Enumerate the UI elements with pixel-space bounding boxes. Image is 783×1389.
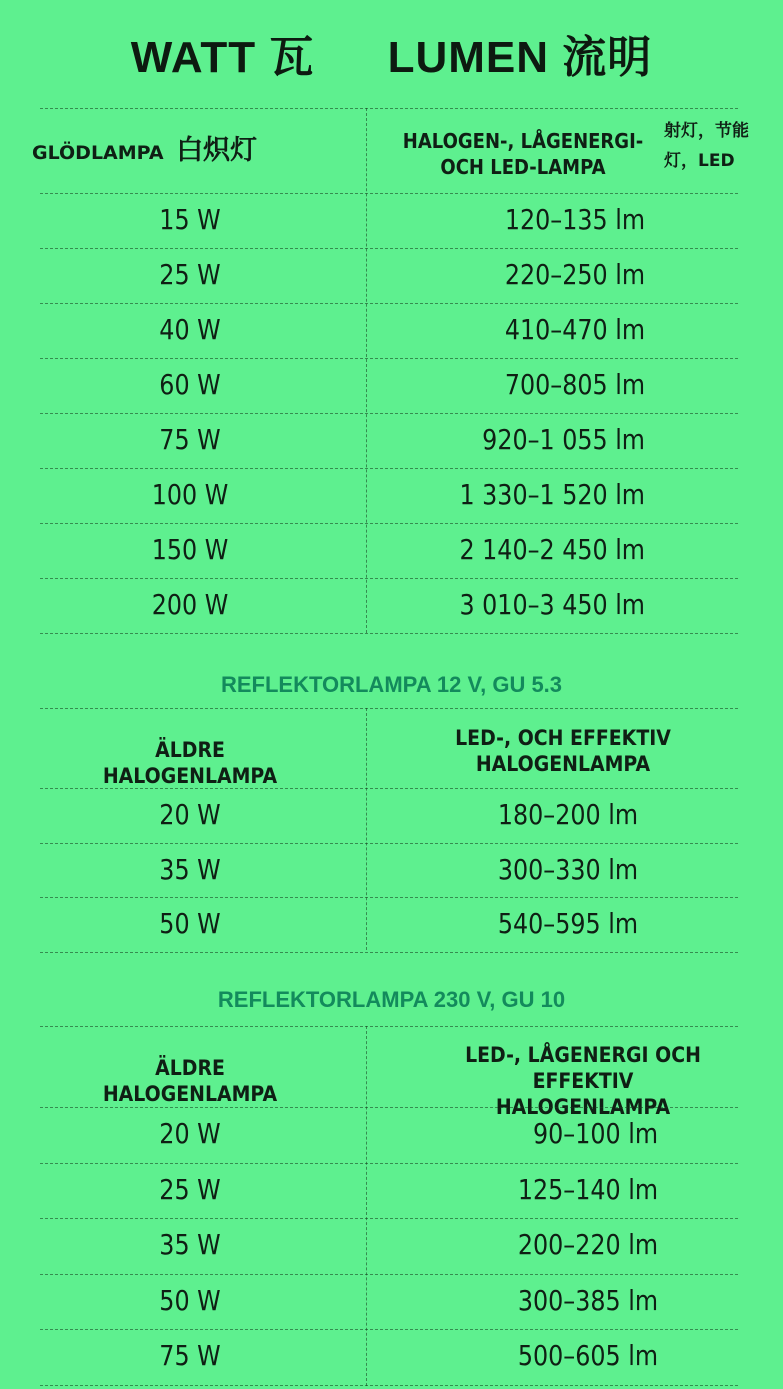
row-divider (40, 1163, 738, 1164)
watt-cell: 75 W (159, 423, 221, 456)
row-divider (40, 193, 738, 194)
watt-cell: 50 W (159, 907, 221, 940)
row-divider (40, 1107, 738, 1108)
lumen-cell: 700–805 lm (504, 368, 645, 401)
watt-cell: 20 W (159, 798, 221, 831)
header-line-2: HALOGENLAMPA (475, 752, 651, 776)
watt-cell: 100 W (151, 478, 229, 511)
watt-cell: 75 W (159, 1339, 221, 1372)
lumen-cell: 200–220 lm (517, 1228, 658, 1261)
watt-cell: 50 W (159, 1283, 221, 1317)
watt-cell: 15 W (159, 203, 221, 236)
lumen-cell: 410–470 lm (504, 313, 645, 346)
header-aldre-halogen: ÄLDRE HALOGENLAMPA (102, 738, 278, 788)
header-line-2: EFFEKTIV HALOGENLAMPA (495, 1069, 671, 1119)
lumen-cell: 3 010–3 450 lm (459, 588, 645, 621)
lumen-cell: 120–135 lm (504, 203, 645, 236)
row-divider (40, 788, 738, 789)
section-title-230v: REFLEKTORLAMPA 230 V, GU 10 (217, 987, 566, 1012)
lumen-cell: 180–200 lm (497, 798, 638, 831)
watt-cell: 35 W (159, 1228, 221, 1261)
row-divider (40, 468, 738, 469)
watt-cell: 25 W (159, 258, 221, 291)
header-line-1: LED-, LÅGENERGI OCH (465, 1043, 701, 1067)
row-divider (40, 952, 738, 953)
watt-cell: 60 W (159, 368, 221, 401)
lumen-cell: 500–605 lm (517, 1339, 658, 1372)
header-glodlampa (32, 135, 258, 166)
section-title-12v: REFLEKTORLAMPA 12 V, GU 5.3 (220, 672, 563, 697)
row-divider (40, 358, 738, 359)
row-divider (40, 303, 738, 304)
lumen-cell: 300–385 lm (517, 1283, 658, 1317)
header-led-effektiv (434, 725, 691, 777)
divider (40, 1026, 738, 1027)
header-label-cn: 白炽灯 (176, 135, 258, 166)
row-divider (40, 248, 738, 249)
watt-cell: 20 W (159, 1117, 221, 1150)
cn-note-line-2: 灯，LED (664, 151, 735, 171)
header-line-1: HALOGEN-, LÅGENERGI- (402, 129, 644, 153)
lumen-cell: 540–595 lm (497, 907, 638, 940)
row-divider (40, 413, 738, 414)
watt-cell: 40 W (159, 313, 221, 346)
lumen-cell: 300–330 lm (497, 852, 638, 886)
row-divider (40, 843, 738, 844)
header-line-2: OCH LED-LAMPA (440, 155, 606, 179)
title-lumen: LUMEN 流明 (387, 33, 653, 82)
page-title (0, 28, 783, 88)
lumen-cell: 1 330–1 520 lm (459, 478, 645, 511)
row-divider (40, 1274, 738, 1275)
header-aldre-halogen: ÄLDRE HALOGENLAMPA (102, 1056, 278, 1106)
divider (40, 708, 738, 709)
row-divider (40, 1385, 738, 1386)
watt-cell: 150 W (151, 533, 229, 566)
column-divider (366, 1026, 367, 1386)
watt-cell: 35 W (159, 852, 221, 886)
lumen-cell: 125–140 lm (517, 1172, 658, 1206)
header-led-lagenergi (445, 1042, 720, 1120)
header-halogen (394, 128, 651, 180)
row-divider (40, 1329, 738, 1330)
row-divider (40, 523, 738, 524)
column-divider (366, 108, 367, 633)
cn-note-line-1: 射灯，节能 (664, 121, 749, 141)
row-divider (40, 897, 738, 898)
lumen-cell: 920–1 055 lm (482, 423, 645, 456)
title-watt: WATT 瓦 (130, 33, 315, 82)
row-divider (40, 578, 738, 579)
lumen-cell: 90–100 lm (533, 1117, 658, 1150)
header-label: GLÖDLAMPA (32, 142, 164, 164)
lumen-cell: 2 140–2 450 lm (459, 533, 645, 566)
header-line-1: LED-, OCH EFFEKTIV (455, 726, 671, 750)
row-divider (40, 1218, 738, 1219)
lumen-cell: 220–250 lm (504, 258, 645, 291)
watt-cell: 25 W (159, 1172, 221, 1206)
row-divider (40, 633, 738, 634)
cn-note (664, 118, 749, 174)
divider (40, 108, 738, 109)
watt-cell: 200 W (151, 588, 229, 621)
